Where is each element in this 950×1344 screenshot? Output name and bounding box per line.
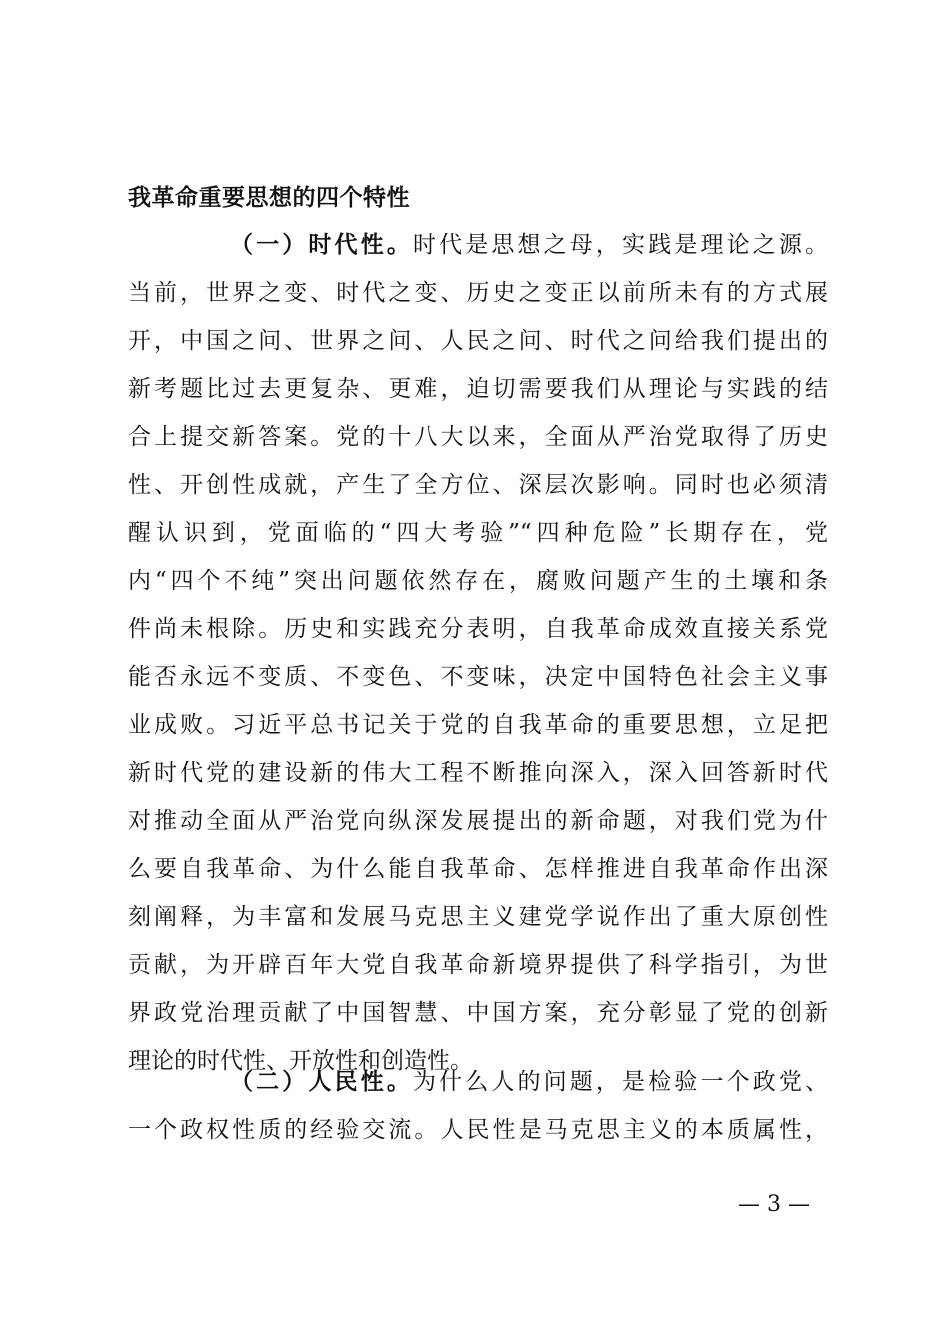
subheading-label: （一）时代性。 <box>230 232 413 258</box>
line-text: 时代是思想之母，实践是理论之源。 <box>412 232 828 258</box>
paragraph-line: 刻阐释，为丰富和发展马克思主义建党学说作出了重大原创性 <box>128 904 828 930</box>
paragraph-line: 业成败。习近平总书记关于党的自我革命的重要思想，立足把 <box>128 712 828 738</box>
paragraph-line: 新考题比过去更复杂、更难，迫切需要我们从理论与实践的结 <box>128 376 828 402</box>
paragraph-timeliness <box>128 221 828 1085</box>
line-text: 为什么人的问题，是检验一个政党、 <box>412 1069 828 1095</box>
paragraph-line: 合上提交新答案。党的十八大以来，全面从严治党取得了历史 <box>128 424 828 450</box>
paragraph-line: 醒认识到，党面临的“四大考验”“四种危险”长期存在，党 <box>128 520 828 546</box>
subheading-label: （二）人民性。 <box>230 1069 413 1095</box>
paragraph-line: 开，中国之问、世界之问、人民之问、时代之问给我们提出的 <box>128 328 828 354</box>
paragraph-line: 理论的时代性、开放性和创造性。 <box>128 1048 473 1074</box>
paragraph-line: 件尚未根除。历史和实践充分表明，自我革命成效直接关系党 <box>128 616 828 642</box>
paragraph-line: 一个政权性质的经验交流。人民性是马克思主义的本质属性， <box>128 1117 828 1143</box>
paragraph-line <box>128 1058 828 1106</box>
paragraph-line: 么要自我革命、为什么能自我革命、怎样推进自我革命作出深 <box>128 856 828 882</box>
paragraph-line <box>128 221 828 269</box>
paragraph-line: 对推动全面从严治党向纵深发展提出的新命题，对我们党为什 <box>128 808 828 834</box>
paragraph-line: 界政党治理贡献了中国智慧、中国方案，充分彰显了党的创新 <box>128 1000 828 1026</box>
paragraph-people-orientation <box>128 1058 828 1154</box>
paragraph-line: 性、开创性成就，产生了全方位、深层次影响。同时也必须清 <box>128 472 828 498</box>
paragraph-line: 新时代党的建设新的伟大工程不断推向深入，深入回答新时代 <box>128 760 828 786</box>
page-number: — 3 — <box>738 1192 810 1217</box>
section-heading: 我革命重要思想的四个特性 <box>128 185 410 211</box>
paragraph-line: 能否永远不变质、不变色、不变味，决定中国特色社会主义事 <box>128 664 828 690</box>
paragraph-line: 贡献，为开辟百年大党自我革命新境界提供了科学指引，为世 <box>128 952 828 978</box>
paragraph-line: 内“四个不纯”突出问题依然存在，腐败问题产生的土壤和条 <box>128 568 828 594</box>
paragraph-line: 当前，世界之变、时代之变、历史之变正以前所未有的方式展 <box>128 280 828 306</box>
